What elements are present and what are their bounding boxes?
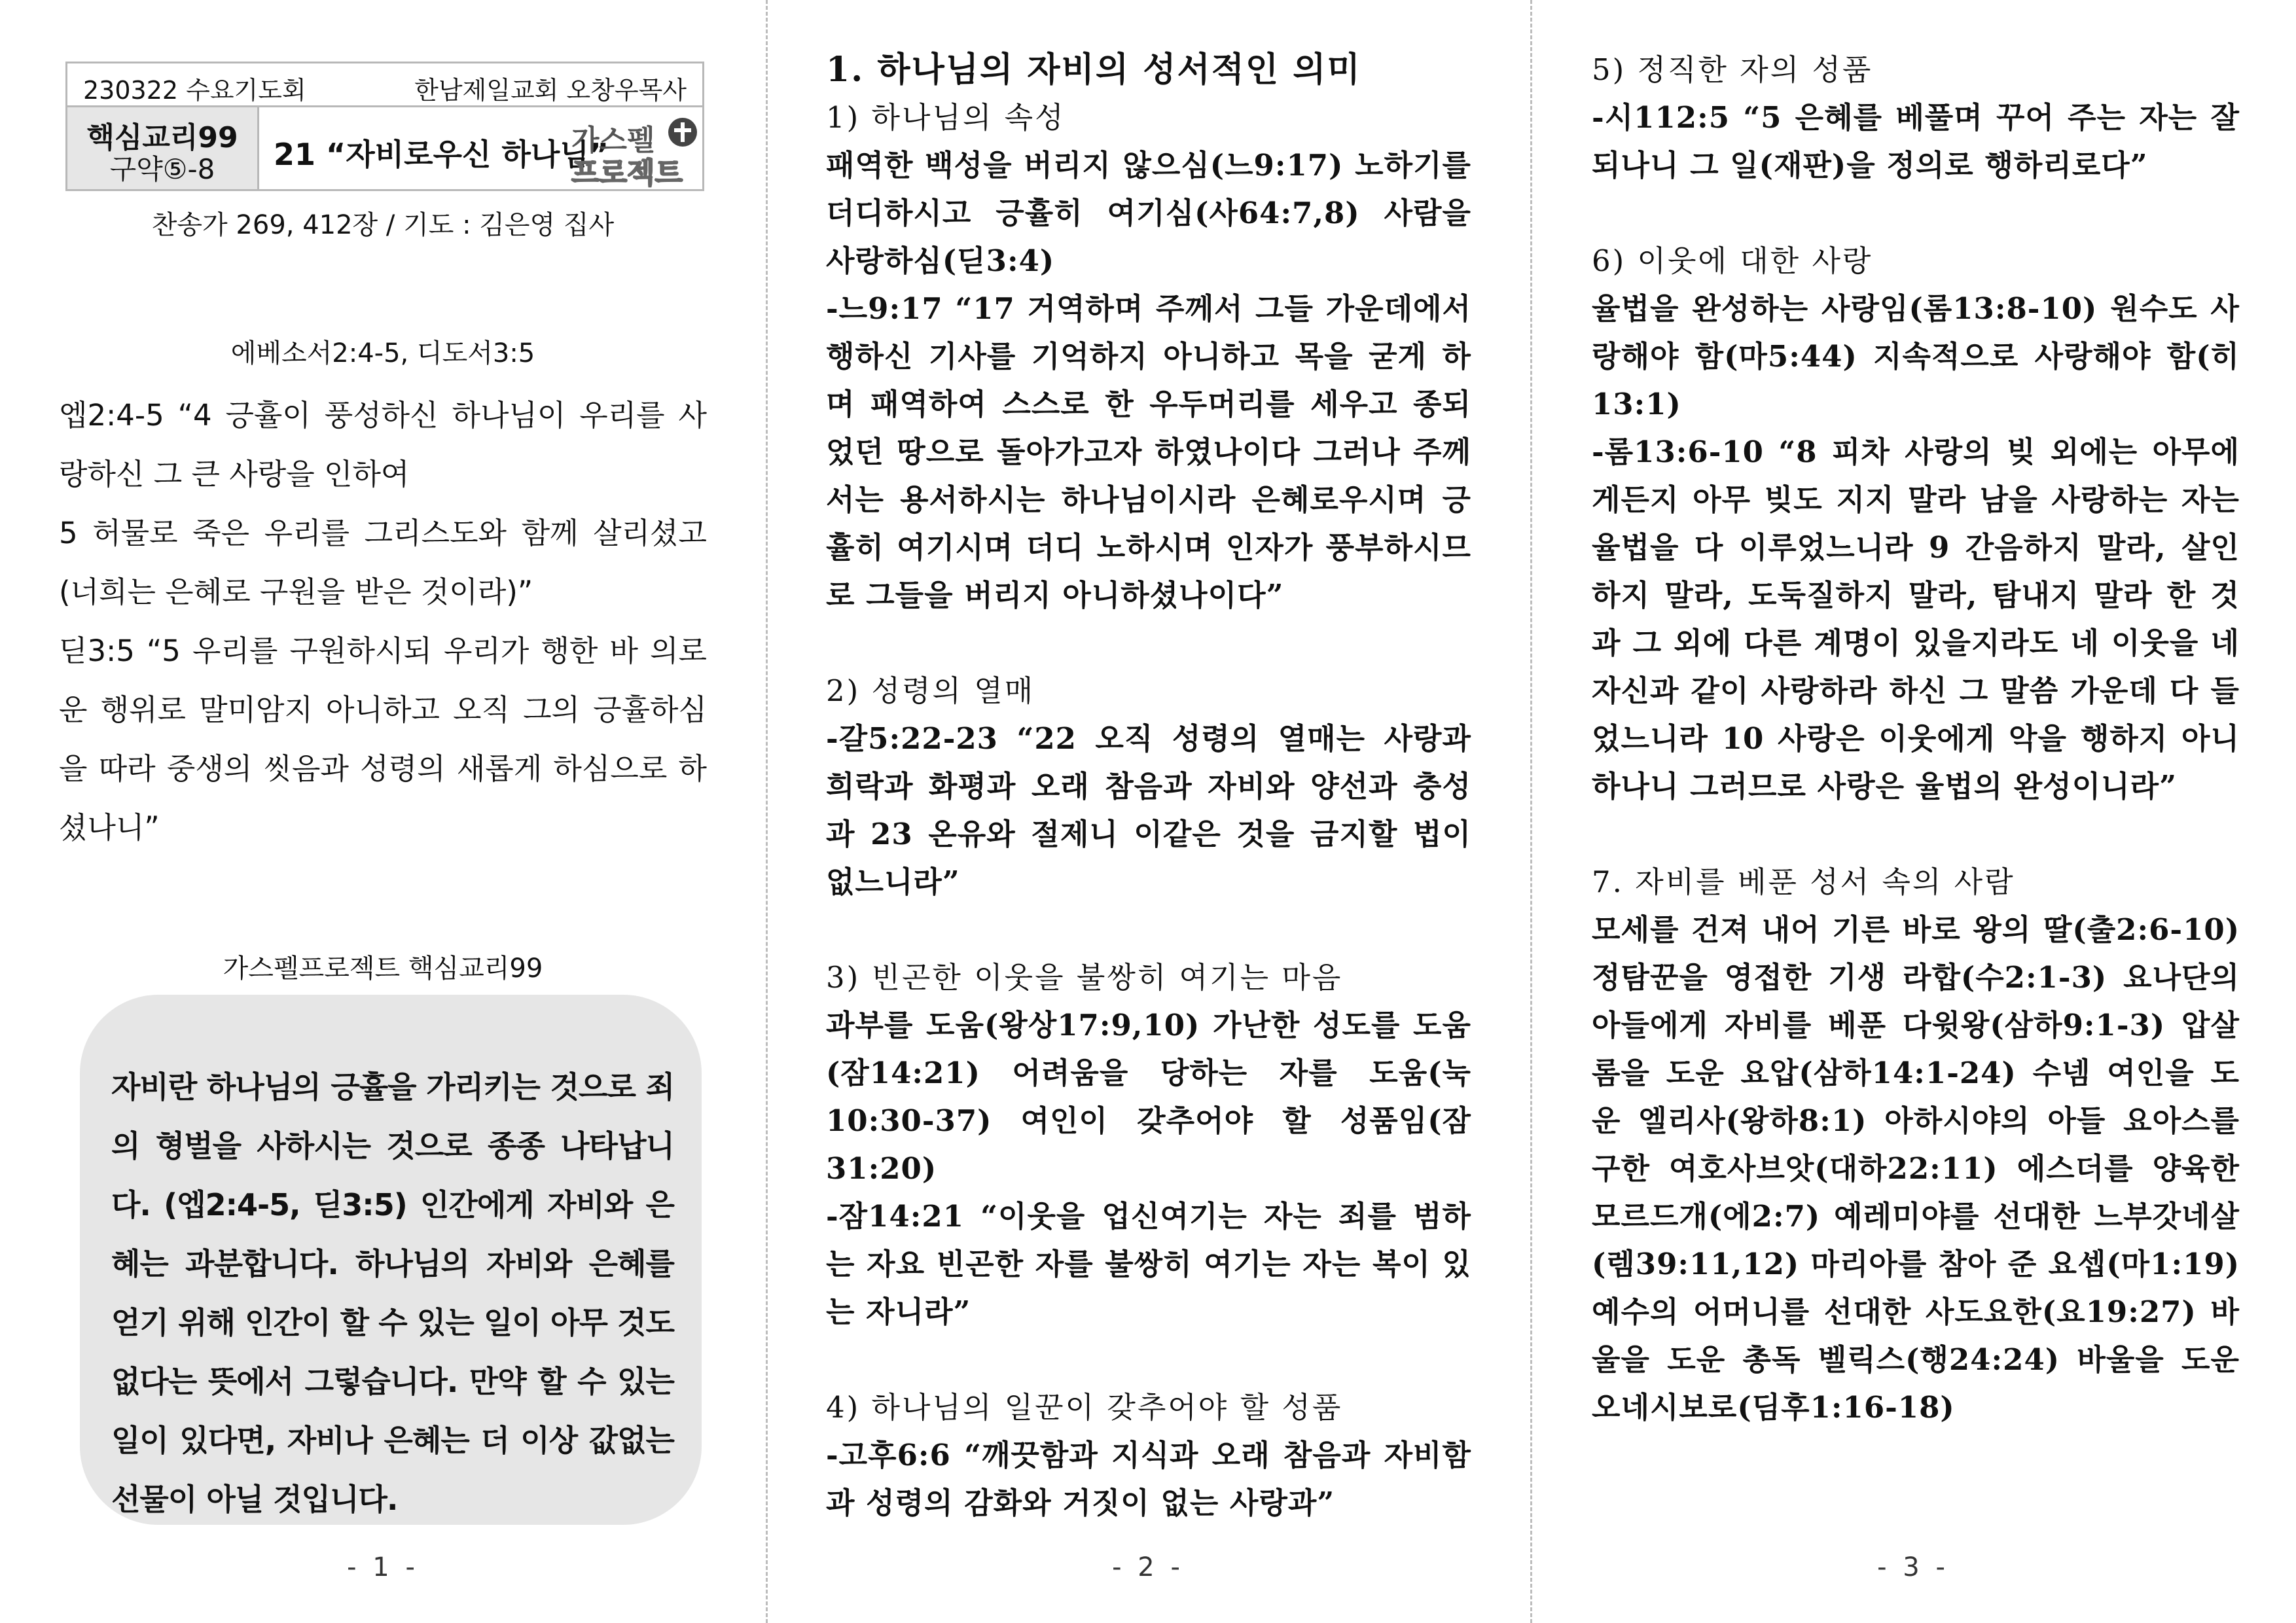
page-3: [1530, 0, 2296, 1623]
header-info-row: [67, 63, 702, 107]
bulletin-header: [65, 62, 704, 191]
sermon-title: 21 “자비로우신 하나님”: [274, 137, 609, 172]
scripture-text: [59, 386, 707, 857]
section-title: 1. 하나님의 자비의 성서적인 의미: [826, 50, 1361, 90]
paragraph: 패역한 백성을 버리지 않으심(느9:17) 노하기를 더디하시고 긍휼히 여기심(사64:7,8) 사람을 사랑하심(딛3:4): [826, 148, 1471, 278]
page-number: - 2 -: [1112, 1552, 1184, 1582]
subsection-heading: 2) 성령의 열매: [826, 673, 1035, 708]
page-2: [766, 0, 1530, 1623]
subsection-heading: 1) 하나님의 속성: [826, 100, 1066, 135]
scripture-verse: 엡2:4-5 “4 긍휼이 풍성하신 하나님이 우리를 사랑하신 그 큰 사랑을 인하여: [59, 398, 707, 491]
hymn-prayer-line: 찬송가 269, 412장 / 기도 : 김은영 집사: [151, 210, 615, 240]
church-pastor: 한남제일교회 오창우목사: [414, 76, 687, 105]
header-title-row: [67, 107, 702, 189]
paragraph: -롬13:6-10 “8 피차 사랑의 빚 외에는 아무에게든지 아무 빚도 지지 말라 남을 사랑하는 자는 율법을 다 이루었느니라 9 간음하지 말라, 살인하지 말라, 도둑질하지 말라, 탐내지 말라 한 것과 그 외에 다른 계명이 있을지라도 네 이웃을 네 자신과 같이 사랑하라 하신 그 말씀 가운데 다 들었느니라 10 사랑은 이웃에게 악을 행하지 아니하나니 그러므로 사랑은 율법의 완성이니라”: [1592, 435, 2240, 804]
project-heading: 가스펠프로젝트 핵심교리99: [223, 954, 543, 984]
scripture-verse: 5 허물로 죽은 우리를 그리스도와 함께 살리셨고 (너희는 은혜로 구원을 받은 것이라)”: [59, 516, 707, 609]
subsection-heading: 7. 자비를 베푼 성서 속의 사람: [1592, 865, 2015, 899]
page-number: - 3 -: [1877, 1552, 1949, 1582]
service-date: 230322 수요기도회: [83, 76, 306, 105]
page-2-body: [826, 46, 1471, 1527]
paragraph: -시112:5 “5 은혜를 베풀며 꾸어 주는 자는 잘 되나니 그 일(재판)을 정의로 행하리로다”: [1592, 100, 2240, 183]
gospel-project-logo: [565, 113, 696, 190]
paragraph: 율법을 완성하는 사랑임(롬13:8-10) 원수도 사랑해야 함(마5:44) 지속적으로 사랑해야 함(히13:1): [1592, 291, 2240, 421]
page-3-body: [1592, 46, 2240, 1431]
subsection-heading: 4) 하나님의 일꾼이 갖추어야 할 성품: [826, 1390, 1343, 1425]
paragraph: 과부를 도움(왕상17:9,10) 가난한 성도를 도움(잠14:21) 어려움을 당하는 자를 도움(눅10:30-37) 여인이 갖추어야 할 성품임(잠31:20): [826, 1008, 1471, 1186]
doctrine-text: 자비란 하나님의 긍휼을 가리키는 것으로 죄의 형벌을 사하시는 것으로 종종 나타납니다. (엡2:4-5, 딛3:5) 인간에게 자비와 은혜는 과분합니다. 하나님의 자비와 은혜를 얻기 위해 인간이 할 수 있는 일이 아무 것도 없다는 뜻에서 그렇습니다. 만약 할 수 있는 일이 있다면, 자비나 은혜는 더 이상 값없는 선물이 아닐 것입니다.: [111, 1069, 674, 1517]
paragraph: -갈5:22-23 “22 오직 성령의 열매는 사랑과 희락과 화평과 오래 참음과 자비와 양선과 충성과 23 온유와 절제니 이같은 것을 금지할 법이 없느니라”: [826, 721, 1471, 899]
paragraph: -고후6:6 “깨끗함과 지식과 오래 참음과 자비함과 성령의 감화와 거짓이 없는 사랑과”: [826, 1438, 1471, 1520]
doctrine-box: [80, 995, 702, 1525]
page-number: - 1 -: [347, 1552, 419, 1582]
core-doctrine-sub: 구약⑤-8: [109, 153, 215, 185]
logo-text-top: 가스펠: [571, 124, 655, 157]
subsection-heading: 3) 빈곤한 이웃을 불쌍히 여기는 마음: [826, 960, 1343, 995]
paragraph: -잠14:21 “이웃을 업신여기는 자는 죄를 범하는 자요 빈곤한 자를 불쌍히 여기는 자는 복이 있는 자니라”: [826, 1199, 1471, 1329]
core-doctrine-cell: [67, 107, 259, 189]
scripture-verse: 딛3:5 “5 우리를 구원하시되 우리가 행한 바 의로운 행위로 말미암지 아니하고 오직 그의 긍휼하심을 따라 중생의 씻음과 성령의 새롭게 하심으로 하셨나니”: [59, 633, 707, 845]
subsection-heading: 5) 정직한 자의 성품: [1592, 52, 1873, 87]
page-1: [0, 0, 766, 1623]
subsection-heading: 6) 이웃에 대한 사랑: [1592, 243, 1873, 278]
logo-text-bottom: 프로젝트: [571, 156, 683, 190]
core-doctrine-title: 핵심교리99: [86, 121, 238, 154]
scripture-heading: 에베소서2:4-5, 디도서3:5: [230, 338, 535, 368]
paragraph: -느9:17 “17 거역하며 주께서 그들 가운데에서 행하신 기사를 기억하지 아니하고 목을 굳게 하며 패역하여 스스로 한 우두머리를 세우고 종되었던 땅으로 돌아가고자 하였나이다 그러나 주께서는 용서하시는 하나님이시라 은혜로우시며 긍휼히 여기시며 더디 노하시며 인자가 풍부하시므로 그들을 버리지 아니하셨나이다”: [826, 291, 1471, 613]
cross-icon: [668, 118, 697, 147]
paragraph: 모세를 건져 내어 기른 바로 왕의 딸(출2:6-10) 정탐꾼을 영접한 기생 라합(수2:1-3) 요나단의 아들에게 자비를 베푼 다윗왕(삼하9:1-3) 압살롬을 도운 요압(삼하14:1-24) 수넴 여인을 도운 엘리사(왕하8:1) 아하시야의 아들 요아스를 구한 여호사브앗(대하22:11) 에스더를 양육한 모르드개(에2:7) 예레미야를 선대한 느부갓네살(렘39:11,12) 마리아를 참아 준 요셉(마1:19) 예수의 어머니를 선대한 사도요한(요19:27) 바울을 도운 총독 벨릭스(행24:24) 바울을 도운 오네시보로(딤후1:16-18): [1592, 912, 2240, 1425]
